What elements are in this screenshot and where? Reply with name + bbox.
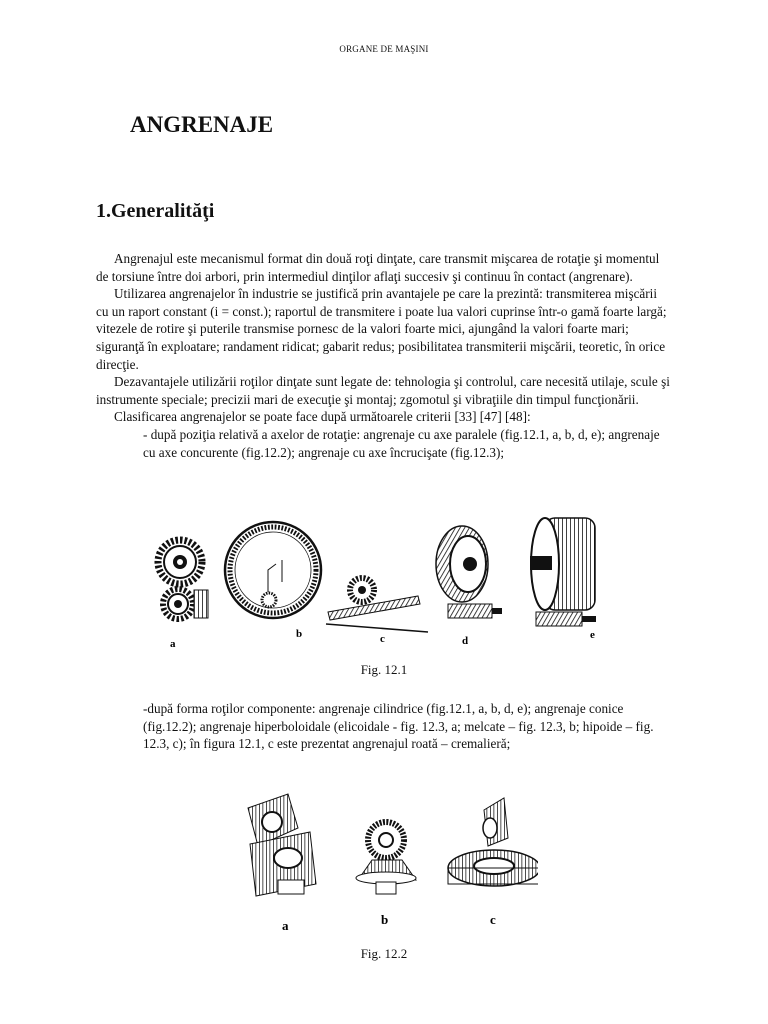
herringbone-gear-e (530, 518, 596, 626)
spiral-bevel-gear-c (448, 798, 538, 927)
label-b: b (381, 912, 389, 927)
label-a: a (282, 918, 289, 933)
label-c: c (380, 633, 385, 645)
running-header: ORGANE DE MAŞINI (339, 44, 429, 54)
section-title: 1.Generalităţi (96, 200, 215, 222)
rack-pinion-c (326, 578, 428, 632)
body-text (96, 250, 672, 461)
figure-12-1-caption: Fig. 12.1 (360, 662, 408, 677)
label-a: a (170, 638, 176, 650)
figure-12-1 (150, 512, 620, 652)
paragraph-classification: Clasificarea angrenajelor se poate face după următoarele criterii [33] [47] [48]: (114, 409, 531, 425)
figure-12-2-drawing (238, 788, 538, 938)
figure-12-2 (238, 788, 538, 938)
figure-12-1-drawing (150, 512, 620, 652)
bevel-gear-pair-a (248, 794, 316, 933)
paragraph-advantages: Utilizarea angrenajelor în industrie se justifică prin avantajele pe care la prezintă: transmiterea mişcării cu un raport constant (i = const.); raportul de transmitere i poate lua valori cuprinse într-o gamă foarte largă; vitezele de rotire şi puterile transmise pornesc de la valori foarte mici, ajungând la valori foarte mari; siguranţă în exploatare; randament ridicat; gabarit redus; posibilitatea transmiterii mişcării, teoretic, în orice direcţie. (96, 286, 667, 372)
paragraph-disadvantages: Dezavantajele utilizării roţilor dinţate sunt legate de: tehnologia şi controlul, care necesită utilaje, scule şi instrumente speciale; precizii mari de execuţie şi montaj; zgomotul şi vibraţiile din timpul funcţionării. (96, 374, 670, 407)
label-d: d (462, 635, 469, 647)
criterion-axes-position: - după poziţia relativă a axelor de rotaţie: angrenaje cu axe paralele (fig.12.1, a, b, d, e); angrenaje cu axe concurente (fig.12.2); angrenaje cu axe încrucişate (fig.12.3); (143, 426, 660, 460)
criterion-wheel-shape: -după forma roţilor componente: angrenaje cilindrice (fig.12.1, a, b, d, e); angrenaje conice (fig.12.2); angrenaje hiperboloidale (elicoidale - fig. 12.3, a; melcate – fig. 12.3, b; hipoide – fig. 12.3, c); în figura 12.1, c este prezentat angrenajul roată – cremalieră; (143, 701, 654, 752)
helical-gear-d (436, 526, 502, 618)
label-b: b (296, 628, 303, 640)
bevel-gear-pair-b (356, 822, 416, 927)
paragraph-definition: Angrenajul este mecanismul format din două roţi dinţate, care transmit mişcarea de rotaţie şi momentul de torsiune între doi arbori, prin intermediul dinţilor aflaţi succesiv şi continuu în contact (angrenare). (96, 251, 660, 284)
internal-gear-b (225, 522, 321, 618)
chapter-title: ANGRENAJE (130, 112, 274, 137)
figure-12-2-caption: Fig. 12.2 (360, 946, 408, 961)
label-e: e (590, 629, 595, 641)
label-c: c (490, 912, 496, 927)
gear-pair-a (158, 540, 208, 619)
